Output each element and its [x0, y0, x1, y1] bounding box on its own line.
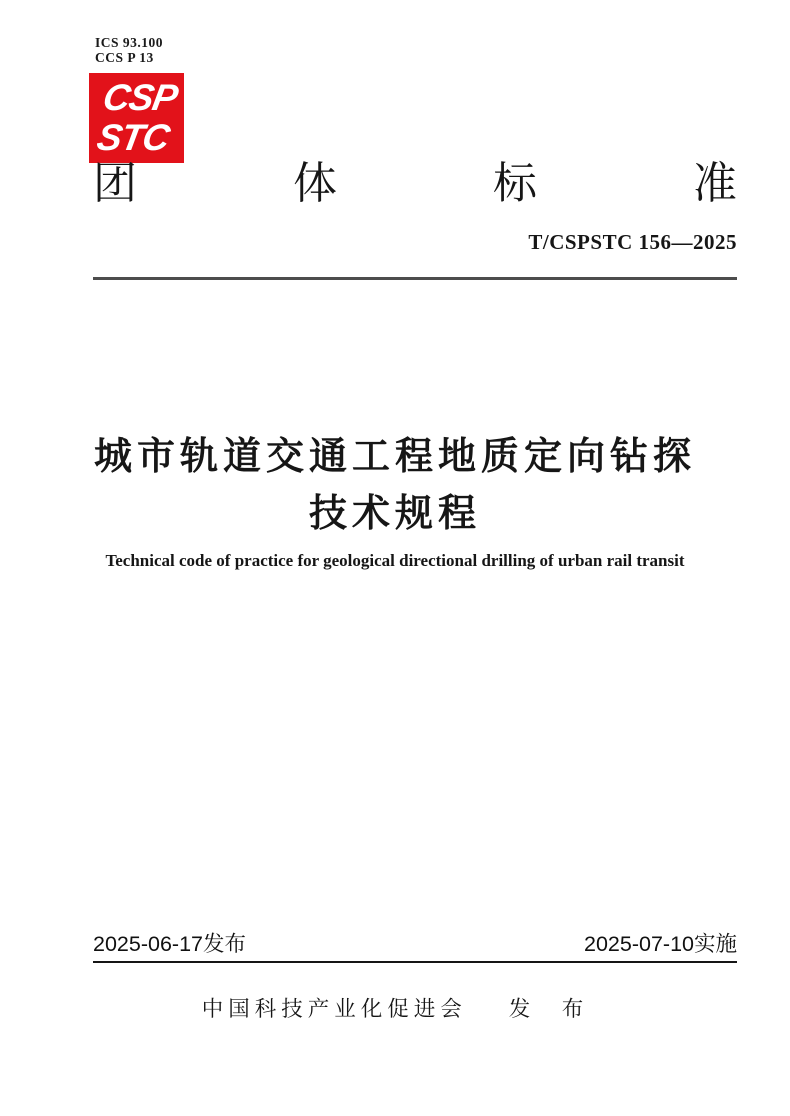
dates-row — [93, 931, 737, 957]
ics-code: ICS 93.100 — [95, 35, 164, 50]
document-title-zh-line1: 城市轨道交通工程地质定向钻探 — [93, 436, 696, 478]
cspstc-logo — [89, 73, 184, 163]
standard-type-char: 准 — [693, 159, 737, 208]
standard-type-char: 团 — [93, 159, 137, 208]
implementation-label: 实施 — [693, 932, 737, 956]
publish-label: 发 布 — [508, 997, 589, 1021]
standard-number: T/CSPSTC 156—2025 — [528, 230, 737, 254]
document-title-en: Technical code of practice for geological directional drilling of urban rail transit — [105, 551, 685, 570]
cspstc-logo-text — [93, 78, 180, 158]
standard-type-char: 标 — [493, 159, 537, 208]
standard-type-char: 体 — [293, 159, 337, 208]
publisher-name: 中国科技产业化促进会 — [201, 997, 467, 1021]
issue-label: 发布 — [202, 932, 246, 956]
logo-line-1: CSP — [99, 77, 181, 118]
ccs-code: CCS P 13 — [95, 50, 154, 65]
document-title-zh-line2: 技术规程 — [308, 493, 481, 535]
classification-codes — [95, 35, 163, 65]
implementation-date-line — [584, 931, 737, 957]
implementation-date: 2025-07-10 — [584, 932, 694, 956]
issue-date-line — [93, 931, 246, 957]
logo-line-2: STC — [93, 117, 173, 158]
header-divider — [93, 277, 737, 280]
footer-divider — [93, 961, 737, 963]
document-title-zh — [0, 429, 790, 543]
publisher-line — [0, 992, 790, 1023]
issue-date: 2025-06-17 — [93, 932, 203, 956]
standard-type-title — [93, 160, 737, 208]
